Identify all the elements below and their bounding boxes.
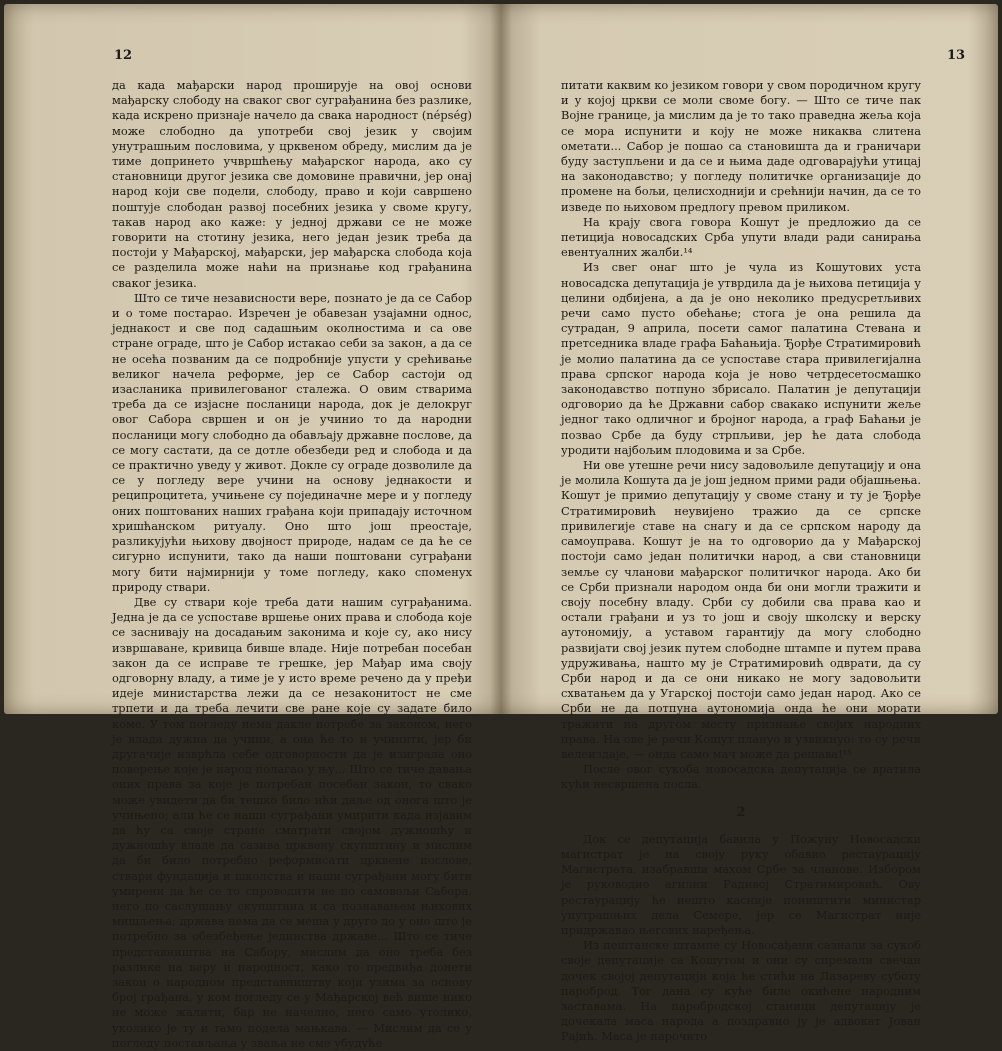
paragraph: После овог сукоба новосадска депутација се вратила кући несвршена посла. bbox=[561, 762, 921, 792]
paragraph: Што се тиче независности вере, познато је да се Сабор и о томе постарао. Изречен је обавезан узајамни однос, једнакост и све под садашњим околностима и са ове стране ограде, што је Сабор истакао себи за закон, а да се не осећа позваним да се подробније упусти у срећивање великог начела реформе, јер се Сабор састоји од изасланика привилегованог сталежа. О овим стварима треба да се изјасне посланици народа, док је делокруг овог Сабора свршен и он је учинио то да народни посланици могу слободно да обављају државне послове, да се могу састати, да се дотле обезбеди ред и слобода и да се практично уведу у живот. Докле су ограде дозволиле да се у погледу вере учини на основу једнакости и реципроцитета, учињене су појединачне мере и у погледу оних поштованих наших грађана који припадају источном хришћанском ритуалу. Оно што још преостаје, разликујући њихову двојност природе, надам се да ће се сигурно испунити, тако да наши поштовани суграђани могу бити најмирнији у томе погледу, како споменух природу ствари. bbox=[112, 290, 472, 594]
left-page-text bbox=[112, 78, 472, 1051]
paragraph: да када мађарски народ проширује на овој основи мађарску слободу на сваког свог суграђанина без разлике, када искрено признаје начело да свака народност (népség) може слободно да употреби свој језик у својим унутрашњим пословима, у црквеном обреду, мислим да је тиме допринето учвршћењу мађарског народа, ако су становници другог језика све домовине правични, јер онај народ који све подели, слободу, право и који савршено поштује слободан развој посебних језика у своме кругу, такав народ ако каже: у једној држави се не може говорити на стотину језика, него један језик треба да постоји у Мађарској, мађарски, јер мађарска слобода која се разделила може наћи на признање код грађанина сваког језика. bbox=[112, 78, 472, 290]
left-page bbox=[4, 4, 501, 1050]
right-page-text bbox=[561, 78, 921, 1045]
paragraph: питати каквим ко језиком говори у свом породичном кругу и у којој цркви се моли своме богу. — Што се тиче пак Војне границе, ја мислим да је то тако праведна жеља која се мора испунити и коју не може никаква слитена ометати... Сабор је пошао са становишта да и граничари буду заступљени и да се и њима даде одговарајући утицај на законодавство; у погледу политичке организације до промене на бољи, целисходнији и срећнији начин, да се то изведе по њиховом предлогу превом приликом. bbox=[561, 78, 921, 214]
paragraph: Из пештанске штампе су Новосађани сазнали за сукоб своје депутације са Кошутом и они су спремали свечан дочек својој депутацији која ће стићи на Лазареву суботу пароброд. Тог дана су куће биле окићене народним заставама. На паробродској станици депутацију је дочекала маса народа а поздравио ју је адвокат Јован Рајић. Маса је нарочито bbox=[561, 938, 921, 1044]
paragraph: На крају свога говора Кошут је предложио да се петиција новосадских Срба упути влади ради санирања евентуалних жалби.¹⁴ bbox=[561, 214, 921, 260]
paragraph: Из свег онаг што је чула из Кошутових уста новосадска депутација је утврдила да је њихова петиција у целини одбијена, а да је оно неколико предусретљивих речи само пусто обећање; стога је она решила да сутрадан, 9 априла, посети самог палатина Стевана и претседника владе графа Баћањија. Ђорђе Стратимировић је молио палатина да се успоставе стара привилегијална права српског народа која је ново четрдесетосмашко законодавство потпуно збрисало. Палатин је депутацији одговорио да ће Државни сабор свакако испунити жеље једног тако одличног и бројног народа, а граф Баћањи је позвао Србе да буду стрпљиви, јер ће дата слобода уродити најбољим плодовима и за Србе. bbox=[561, 260, 921, 457]
section-number: 2 bbox=[736, 804, 746, 820]
paragraph: Ни ове утешне речи нису задовољиле депутацију и она је молила Кошута да је још једном прими ради објашњења. Кошут је примио депутацију у своме стану и ту је Ђорђе Стратимировић неувијено тражио да се српске привилегије ставе на снагу и да се српском народу да самоуправа. Кошут је на то одговорио да у Мађарској постоји само један политички народ, а сви становници земље су чланови мађарског политичког народа. Ако би се Срби признали народом онда би они могли тражити и своју посебну владу. Срби су добили сва права као и остали грађани и уз то још и своју школску и верску аутономију, а уставом гарантију да могу слободно развијати свој језик путем слободне штампе и путем права удруживања, нашто му је Стратимировић одврати, да су Срби народ и да се они никако не могу задовољити схватањем да у Угарској постоји само један народ. Ако се Срби не да потпуна аутономија онда ће они морати тражити на другом месту признање својих народних права. На ове је речи Кошут плануо и узвикнуо: то су речи велеиздаје, — онда само мач може да решава!¹⁵ bbox=[561, 458, 921, 761]
page-number-left: 12 bbox=[114, 48, 133, 63]
book-spread bbox=[4, 4, 998, 1050]
paragraph: Док се депутација бавила у Пожуну Новосадски магистрат је на своју руку обавио рестаурацију Магистрата, изабравши махом Србе за чланове. Избором је руководио агилни Радивој Стратимировић. Ову рестаурацију ће нешто касније поништити министар унутрашњих дела Семере, јер се Магистрат није придржавао његових наређења. bbox=[561, 831, 921, 937]
paragraph: Две су ствари које треба дати нашим суграђанима. Једна је да се успоставе вршење оних права и слобода које се заснивају на досадањим законима и које су, ако нису извршаване, кривица бивше владе. Није потребан посебан закон да се исправе те грешке, јер Мађар има своју одговорну владу, а тиме је у исто време речено да у пређи идеје министарства лежи да се незаконитост не сме трпети и да треба лечити све ране које су задате било коме. У том погледу нема дакле потребе за законом, него је влада дужна да учини, а она ће то и учинити, јер би другачије изврћла себе одговорности да је изиграла оно поверење које је народ полагао у њу... Што се тиче давања оних права за које је потребан посебан закон, то свако може увидети да би тешко било ићи даље од онога што је учињено; али ће се наши суграђани умирити када изјавим да ћу са своје стране сматрати својом дужношћу и дужношћу владе да сазива црквену скупштину и мислим да би било потребно реформисати црквене послове, ствари фундација и школства и наши суграђани могу бити умирени да ће се то спроводити не по самовољи Сабора, него по саслушању скупштина и са познавањем њихових мишљења; држава нема да се меша у друго до у оно што је потребно за обезбеђење јединства државе... Што се тиче представништва на Сабору, мислим да оно треба без разлике на веру и народност, како то предвиђа донети закон о народном представништву који узима за основу број грађана, у ком погледу се у Мађарској већ више нико не може жалити, бар не начелно, него само утолико, уколико је ту и тамо подела мањкава. — Мислим да се у погледу постављања у звања не сме убудуће bbox=[112, 594, 472, 1050]
right-page bbox=[501, 4, 998, 1044]
page-number-right: 13 bbox=[947, 48, 966, 63]
